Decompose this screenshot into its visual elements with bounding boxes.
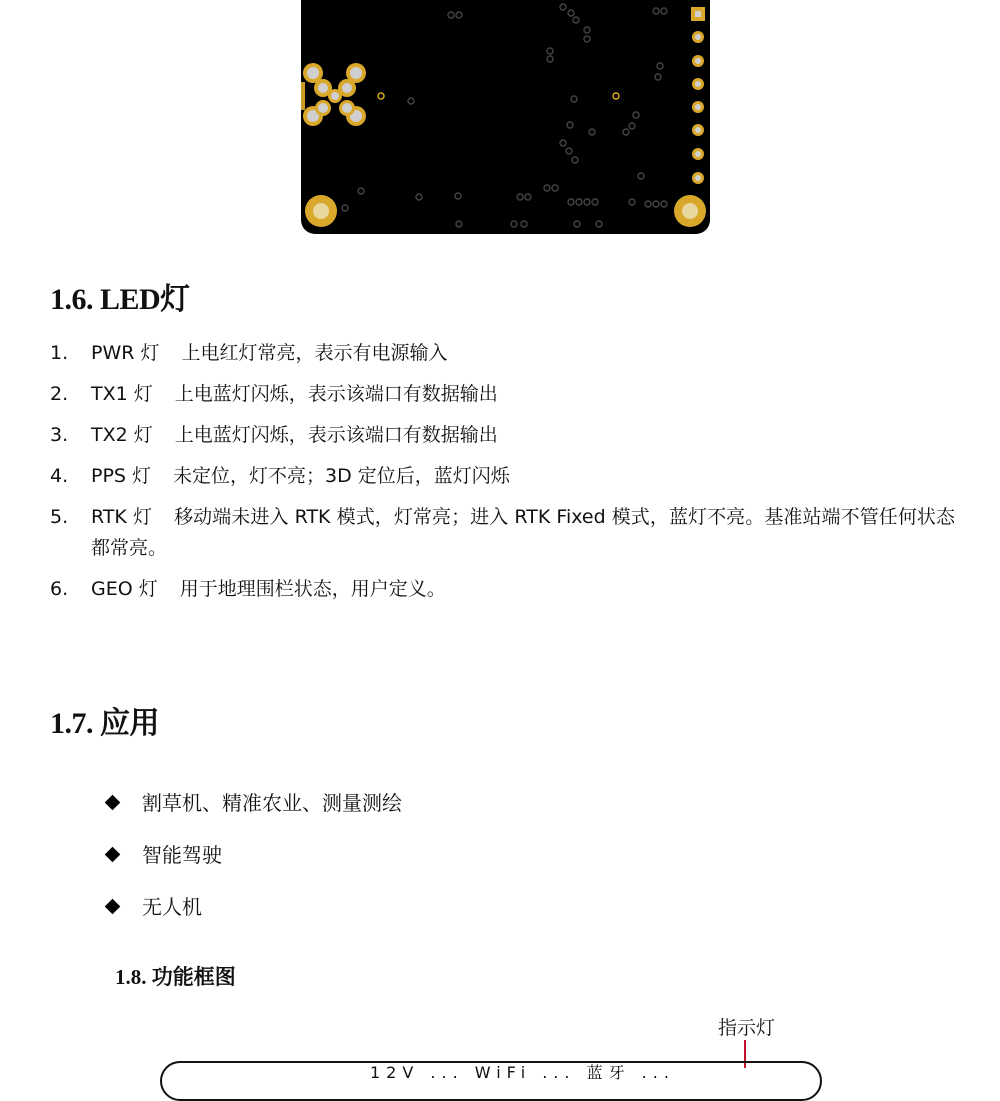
edge-connector <box>301 82 305 110</box>
list-item-number: 3. <box>50 424 69 446</box>
list-item-description: 上电蓝灯闪烁，表示该端口有数据输出 <box>174 383 498 405</box>
list-item-description: 未定位，灯不亮；3D 定位后，蓝灯闪烁 <box>173 465 510 487</box>
block-diagram-partial-text: 12V ... WiFi ... 蓝牙 ... <box>370 1063 675 1082</box>
pin-header <box>691 7 705 184</box>
list-item <box>50 461 955 492</box>
list-item-number: 1. <box>50 342 69 364</box>
via-gold <box>613 93 619 99</box>
list-item <box>104 840 504 870</box>
section-heading-block-diagram: 1.8. 功能框图 <box>115 965 236 989</box>
diamond-bullet-icon <box>105 847 121 863</box>
list-item-label: PWR 灯 <box>91 342 160 364</box>
list-item <box>50 502 955 564</box>
list-item-description: 上电红灯常亮，表示有电源输入 <box>181 342 448 364</box>
diamond-bullet-icon <box>105 795 121 811</box>
list-item <box>50 574 955 605</box>
via-gold <box>378 93 384 99</box>
list-item-number: 5. <box>50 506 69 528</box>
list-item-description: 上电蓝灯闪烁，表示该端口有数据输出 <box>174 424 498 446</box>
diamond-bullet-icon <box>105 899 121 915</box>
list-item-number: 6. <box>50 578 69 600</box>
list-item-label: RTK 灯 <box>91 506 153 528</box>
list-item-label: TX1 灯 <box>91 383 153 405</box>
list-item-number: 4. <box>50 465 69 487</box>
list-item-label: GEO 灯 <box>91 578 158 600</box>
section-heading-applications: 1.7. 应用 <box>50 707 159 740</box>
list-item-text: 智能驾驶 <box>142 843 222 867</box>
list-item-text: 割草机、精准农业、测量测绘 <box>142 791 402 815</box>
pcb-board-image <box>301 0 710 234</box>
list-item-text: 无人机 <box>142 895 202 919</box>
list-item <box>50 338 955 369</box>
via-gray-group <box>342 4 667 227</box>
list-item-number: 2. <box>50 383 69 405</box>
indicator-label: 指示灯 <box>718 1017 776 1039</box>
connector-pads <box>303 63 366 126</box>
list-item <box>50 420 955 451</box>
list-item <box>104 892 504 922</box>
list-item-description: 移动端未进入 RTK 模式，灯常亮；进入 RTK Fixed 模式，蓝灯不亮。基准站端不管任何状态都常亮。 <box>91 506 955 559</box>
section-heading-led: 1.6. LED灯 <box>50 283 190 316</box>
pcb-drawing <box>301 0 710 234</box>
list-item <box>50 379 955 410</box>
list-item-label: PPS 灯 <box>91 465 152 487</box>
list-item-description: 用于地理围栏状态，用户定义。 <box>179 578 446 600</box>
list-item-label: TX2 灯 <box>91 424 153 446</box>
list-item <box>104 788 504 818</box>
